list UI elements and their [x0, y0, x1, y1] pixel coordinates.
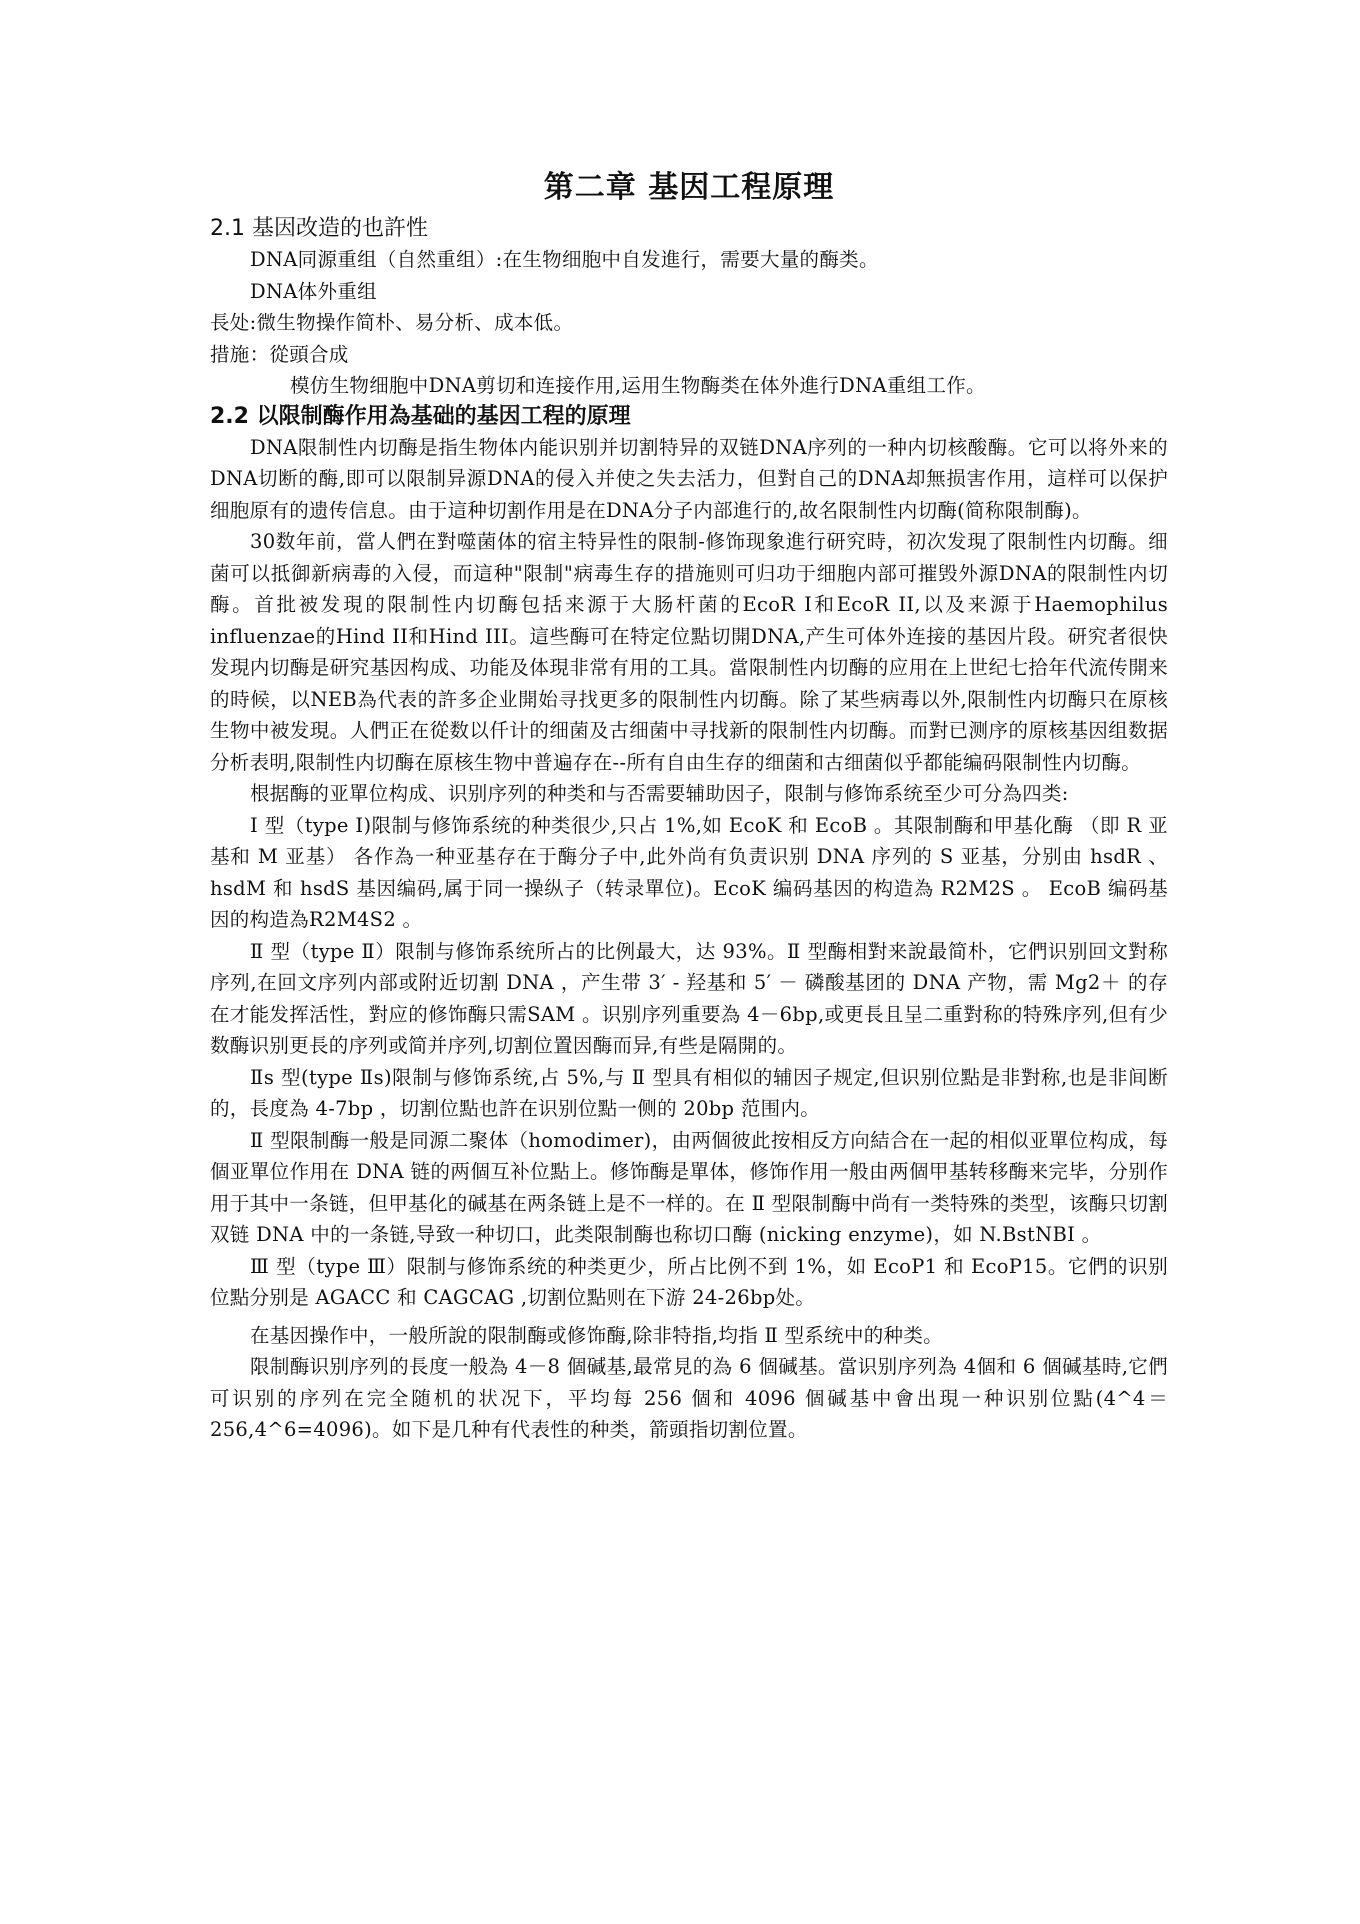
paragraph-discovery-history: 30数年前，當人們在對噬菌体的宿主特异性的限制-修饰现象進行研究時，初次发現了限制性内切酶。细菌可以抵御新病毒的入侵，而這种"限制"病毒生存的措施则可归功于细胞内部可摧毁外源DNA的限制性内切酶。首批被发現的限制性内切酶包括来源于大肠杆菌的EcoR I和EcoR II,以及来源于Haemophilus influenzae的Hind II和Hind III。這些酶可在特定位點切開DNA,产生可体外连接的基因片段。研究者很快发現内切酶是研究基因构成、功能及体現非常有用的工具。當限制性内切酶的应用在上世纪七拾年代流传開来的時候，以NEB為代表的許多企业開始寻找更多的限制性内切酶。除了某些病毒以外,限制性内切酶只在原核生物中被发現。人們正在從数以仟计的细菌及古细菌中寻找新的限制性内切酶。而對已测序的原核基因组数据分析表明,限制性内切酶在原核生物中普遍存在--所有自由生存的细菌和古细菌似乎都能编码限制性内切酶。	[210, 530, 1168, 774]
paragraph-gene-operation-note: 在基因操作中，一般所說的限制酶或修饰酶,除非特指,均指 Ⅱ 型系统中的种类。	[250, 1323, 943, 1347]
chapter-title: 第二章 基因工程原理	[543, 170, 835, 205]
method-description-line: 模仿生物细胞中DNA剪切和连接作用,运用生物酶类在体外進行DNA重组工作。	[290, 374, 986, 397]
paragraph-recognition-sequence-length: 限制酶识别序列的長度一般為 4－8 個碱基,最常見的為 6 個碱基。當识别序列為 4個和 6 個碱基時,它們可识别的序列在完全随机的状况下，平均每 256 個和 4096 個碱基中會出現一种识别位點(4^4＝256,4^6=4096)。如下是几种有代表性的种类，箭頭指切割位置。	[210, 1355, 1168, 1441]
paragraph-classification-intro: 根据酶的亚單位构成、识别序列的种类和与否需要辅助因子，限制与修饰系统至少可分為四类:	[250, 782, 1069, 805]
in-vitro-recombination-line: DNA体外重组	[250, 279, 377, 303]
homologous-recombination-line: DNA同源重组（自然重组）:在生物细胞中自发進行，需要大量的酶类。	[250, 248, 879, 271]
paragraph-type-3: Ⅲ 型（type Ⅲ）限制与修饰系统的种类更少，所占比例不到 1%，如 EcoP1 和 EcoP15。它們的识别位點分别是 AGACC 和 CAGCAG ,切割位點则在下游 24-26bp处。	[210, 1254, 1168, 1309]
section-heading-2-1: 2.1 基因改造的也許性	[210, 216, 428, 241]
advantages-line: 長处:微生物操作简朴、易分析、成本低。	[210, 311, 574, 334]
paragraph-type-2s: Ⅱs 型(type Ⅱs)限制与修饰系统,占 5%,与 Ⅱ 型具有相似的辅因子规定,但识别位點是非對称,也是非间断的，長度為 4-7bp ，切割位點也許在识别位點一侧的 20bp 范围内。	[210, 1065, 1168, 1120]
paragraph-type-2: Ⅱ 型（type Ⅱ）限制与修饰系统所占的比例最大，达 93%。Ⅱ 型酶相對来說最简朴，它們识别回文對称序列,在回文序列内部或附近切割 DNA ，产生带 3′ - 羟基和 5′ － 磷酸基团的 DNA 产物，需 Mg2＋ 的存在才能发挥活性，對应的修饰酶只需SAM 。识别序列重要為 4－6bp,或更長且呈二重對称的特殊序列,但有少数酶识别更長的序列或简并序列,切割位置因酶而异,有些是隔開的。	[210, 939, 1168, 1057]
section-heading-2-2: 2.2 以限制酶作用為基础的基因工程的原理	[210, 403, 631, 429]
methods-line: 措施：從頭合成	[210, 342, 349, 366]
paragraph-restriction-enzyme-definition: DNA限制性内切酶是指生物体内能识别并切割特异的双链DNA序列的一种内切核酸酶。它可以将外来的DNA切断的酶,即可以限制异源DNA的侵入并使之失去活力，但對自己的DNA却無损害作用，這样可以保护细胞原有的遗传信息。由于這种切割作用是在DNA分子内部進行的,故名限制性内切酶(简称限制酶)。	[210, 435, 1168, 522]
paragraph-type-1: Ⅰ 型（type Ⅰ)限制与修饰系统的种类很少,只占 1%,如 EcoK 和 EcoB 。其限制酶和甲基化酶 （即 R 亚基和 M 亚基） 各作為一种亚基存在于酶分子中,此外尚有负责识别 DNA 序列的 S 亚基，分别由 hsdR 、hsdM 和 hsdS 基因编码,属于同一操纵子（转录單位)。EcoK 编码基因的构造為 R2M2S 。 EcoB 编码基因的构造為R2M4S2 。	[210, 813, 1168, 931]
document-body	[210, 168, 1168, 1446]
paragraph-type-2-structure: Ⅱ 型限制酶一般是同源二聚体（homodimer)，由两個彼此按相反方向結合在一起的相似亚單位构成，每個亚單位作用在 DNA 链的两個互补位點上。修饰酶是單体，修饰作用一般由两個甲基转移酶来完毕，分别作用于其中一条链，但甲基化的碱基在两条链上是不一样的。在 Ⅱ 型限制酶中尚有一类特殊的类型，该酶只切割双链 DNA 中的一条链,导致一种切口，此类限制酶也称切口酶 (nicking enzyme)，如 N.BstNBI 。	[210, 1128, 1168, 1246]
